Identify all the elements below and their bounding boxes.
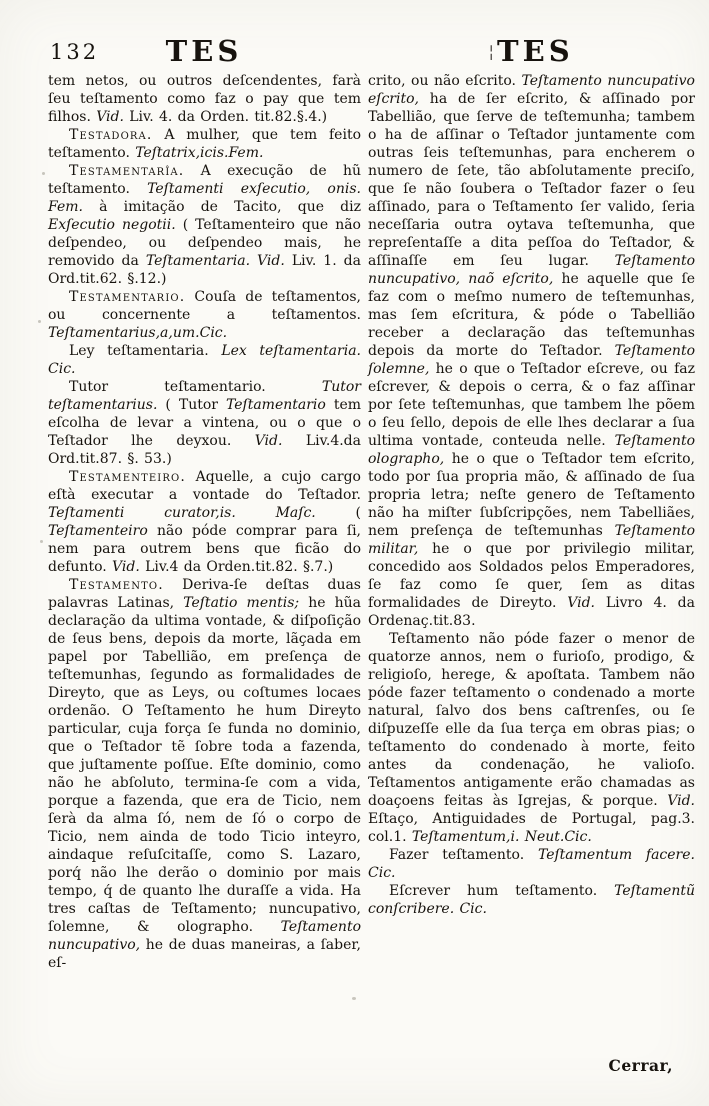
text-run-roman: he o que por privilegio militar, concedido aos Soldados pelos Emperadores, ſe faz como ſe quer, ſem as ditas formalidades de Direyto. (368, 541, 695, 611)
text-run-roman: Liv. 4. da Orden. tit.82.§.4.) (123, 109, 328, 125)
text-run-roman: Couſa de teſtamentos, ou concernente a teſtamentos. (48, 289, 361, 323)
text-run-roman: Liv.4.da Ord.tit.87. §. 53.) (48, 433, 361, 467)
text-run-italic: Teſtamenti exſecutio, onis. Fem. (48, 181, 361, 215)
dictionary-paragraph (48, 378, 361, 468)
dictionary-paragraph (48, 288, 361, 342)
scan-speck (38, 320, 41, 323)
text-run-smallcaps: Testamentario. (69, 289, 186, 305)
text-run-italic: Teſtamento olographo, (368, 433, 695, 467)
text-run-italic: Teſtamento nuncupativo, naõ eſcrito, (368, 253, 695, 287)
text-run-roman: tem netos, ou outros deſcendentes, farà ſeu teſtamento como faz o pay que tem filhos. (48, 73, 361, 125)
text-run-roman: he o que o Teſtador eſcreve, ou faz eſcrever, & depois o cerra, & o faz aſſinar por ſete teſtemunhas, que tambem lhe põem o ſeu ſello, depois de elle lhes declarar a ſua ultima vontade, conteuda nelle. (368, 361, 695, 449)
text-run-roman: ( Tutor (157, 397, 226, 413)
text-run-italic: Teſtamentario (225, 397, 326, 413)
text-run-roman: à imitação de Tacito, que diz (82, 199, 361, 215)
dictionary-paragraph (48, 342, 361, 378)
text-run-smallcaps: Testamenteiro. (69, 469, 186, 485)
text-run-italic: Teſtamentarius,a,um.Cic. (48, 325, 228, 341)
text-run-roman: Eſcrever hum teſtamento. (389, 883, 615, 899)
text-run-roman: A mulher, que tem feito teſtamento. (48, 127, 361, 161)
text-run-roman: Livro 4. da Ordenaç.tit.83. (368, 595, 695, 629)
dictionary-paragraph (48, 72, 361, 126)
dictionary-paragraph (48, 162, 361, 288)
text-run-roman: Aquelle, a cujo cargo eſtà executar a vontade do Teſtador. (48, 469, 361, 503)
text-run-roman: Eſtaço, Antiguidades de Portugal, pag.3. col.1. (368, 811, 695, 845)
text-run-italic: Vid. (567, 595, 595, 611)
text-run-italic: Vid. (667, 793, 695, 809)
dictionary-paragraph (368, 630, 695, 846)
catchword: Cerrar, (608, 1056, 673, 1075)
text-run-smallcaps: Testamento. (69, 577, 164, 593)
scan-speck (352, 997, 356, 1000)
text-run-italic: Exſecutio negotii. (48, 217, 176, 233)
ink-blemish: ¦ (488, 42, 495, 62)
text-run-roman: Deriva-ſe deſtas duas palavras Latinas, (48, 577, 361, 611)
running-header-right (368, 34, 694, 68)
text-run-italic: Teſtatrix,icis.Fem. (135, 145, 264, 161)
dictionary-paragraph (48, 576, 361, 972)
text-run-italic: Teſtamentum,i. Neut.Cic. (411, 829, 592, 845)
text-run-roman: ( (315, 505, 361, 521)
text-run-roman: Liv.4 da Orden.tit.82. §.7.) (139, 559, 334, 575)
text-run-roman: he aquelle que ſe faz com o meſmo numero de teſtemunhas, mas ſem eſcritura, & póde o Tabellião receber a declaração das teſtemunhas depois da morte do Teſtador. (368, 271, 695, 359)
right-column (368, 72, 695, 918)
text-run-roman: Fazer teſtamento. (389, 847, 538, 863)
dictionary-paragraph (48, 126, 361, 162)
text-run-italic: Teſtamenteiro (48, 523, 148, 539)
text-run-italic: Vid. (96, 109, 124, 125)
text-run-italic: Teſtatio mentis; (183, 595, 300, 611)
dictionary-paragraph (48, 468, 361, 576)
left-column (48, 72, 361, 972)
text-run-smallcaps: Testadora. (69, 127, 153, 143)
dictionary-paragraph (368, 846, 695, 882)
text-run-roman: Tutor teſtamentario. (69, 379, 322, 395)
text-run-roman: he de duas maneiras, a ſaber, eſ- (48, 937, 361, 971)
dictionary-paragraph (368, 72, 695, 630)
text-run-roman: he o que o Teſtador tem eſcrito, todo por ſua propria mão, & aſſinado de ſua propria letra; neſte genero de Teſtamento não ha miſter ſubſcripções, nem Tabelliães, nem preſença de teſtemunhas (368, 451, 695, 539)
text-run-roman: tem eſcolha de levar a vintena, ou o que o Teſtador lhe deyxou. (48, 397, 362, 449)
text-run-roman: ( Teſtamenteiro que não deſpendeo, ou deſpendeo mais, he removido da (48, 217, 361, 269)
scan-speck (42, 172, 45, 175)
text-run-italic: Teſtamentum facere. Cic. (368, 847, 695, 881)
dictionary-paragraph (368, 882, 695, 918)
text-run-italic: Vid. (112, 559, 140, 575)
text-run-roman: Ley teſtamentaria. (69, 343, 222, 359)
running-header-right-text: TES (497, 34, 574, 68)
text-run-italic: Teſtamentaria. Vid. (145, 253, 285, 269)
text-run-roman: Liv. 1. da Ord.tit.62. §.12.) (48, 253, 361, 287)
text-run-smallcaps: Testamentarîa. (69, 163, 185, 179)
text-run-italic: Teſtamento nuncupativo eſcrito, (368, 73, 695, 107)
page-number: 132 (50, 40, 100, 64)
text-run-italic: Tutor teſtamentarius. (48, 379, 361, 413)
running-header-left: TES (165, 34, 243, 68)
text-run-italic: Lex teſtamentaria. Cic. (48, 343, 361, 377)
text-run-roman: A execução de hũ teſtamento. (48, 163, 361, 197)
text-run-italic: Vid. (254, 433, 283, 449)
text-run-italic: Teſtamento nuncupativo, (48, 919, 361, 953)
text-run-roman: não póde comprar para ſi, nem para outrem bens que ficão do defunto. (48, 523, 361, 575)
text-run-italic: Teſtamenti curator,is. Maſc. (48, 505, 316, 521)
scan-speck (40, 540, 43, 543)
text-run-roman: ha de ſer eſcrito, & aſſinado por Tabellião, que ſerve de teſtemunha; tambem o ha de aſſinar o Teſtador juntamente com outras ſeis teſtemunhas, para encherem o numero de ſete, tão abſolutamente preciſo, que ſe não ſoubera o Teſtador fazer o ſeu aſſinado, para o Teſtamento ſer valido, ſeria neceſſaria outra oytava teſtemunha, que repreſentaſſe a dita peſſoa do Teſtador, & aſſinaſſe em ſeu lugar. (368, 91, 695, 269)
text-run-italic: Teſtamento militar, (368, 523, 695, 557)
text-run-roman: he hũa declaração da ultima vontade, & diſpoſição de ſeus bens, depois da morte, lãçada em papel por Tabellião, em preſença de teſtemunhas, ſegundo as formalidades de Direyto, que as Leys, ou coſtumes locaes ordenão. O Teſtamento he hum Direyto particular, cuja força ſe funda no dominio, que o Teſtador tẽ ſobre toda a fazenda, que juſtamente poſſue. Eſte dominio, como não he abſoluto, termina-ſe com a vida, porque a fazenda, que era de Ticio, nem ſerà da alma ſó, nem de ſó o corpo de Ticio, nem ainda de todo Ticio inteyro, aindaque reſuſcitaſſe, como S. Lazaro, porq́ não lhe derão o dominio por mais tempo, q́ de quanto lhe duraſſe a vida. Ha tres caſtas de Teſtamento; nuncupativo, ſolemne, & olographo. (48, 595, 361, 935)
text-run-italic: Teſtamento ſolemne, (368, 343, 695, 377)
text-run-roman: crito, ou não eſcrito. (368, 73, 522, 89)
text-run-roman: Teſtamento não póde fazer o menor de quatorze annos, nem o furioſo, prodigo, & religioſo, herege, & apoſtata. Tambem não póde fazer teſtamento o condenado a morte natural, ſalvo dos bens caſtrenſes, ou ſe diſpuzeſſe elle da ſua terça em obras pias; o teſtamento do condenado à morte, feito antes da condenação, he valioſo. Teſtamentos antigamente erão chamadas as doaçoens feitas às Igrejas, & porque. (368, 631, 695, 809)
text-run-italic: Teſtamentũ conſcribere. Cic. (368, 883, 695, 917)
